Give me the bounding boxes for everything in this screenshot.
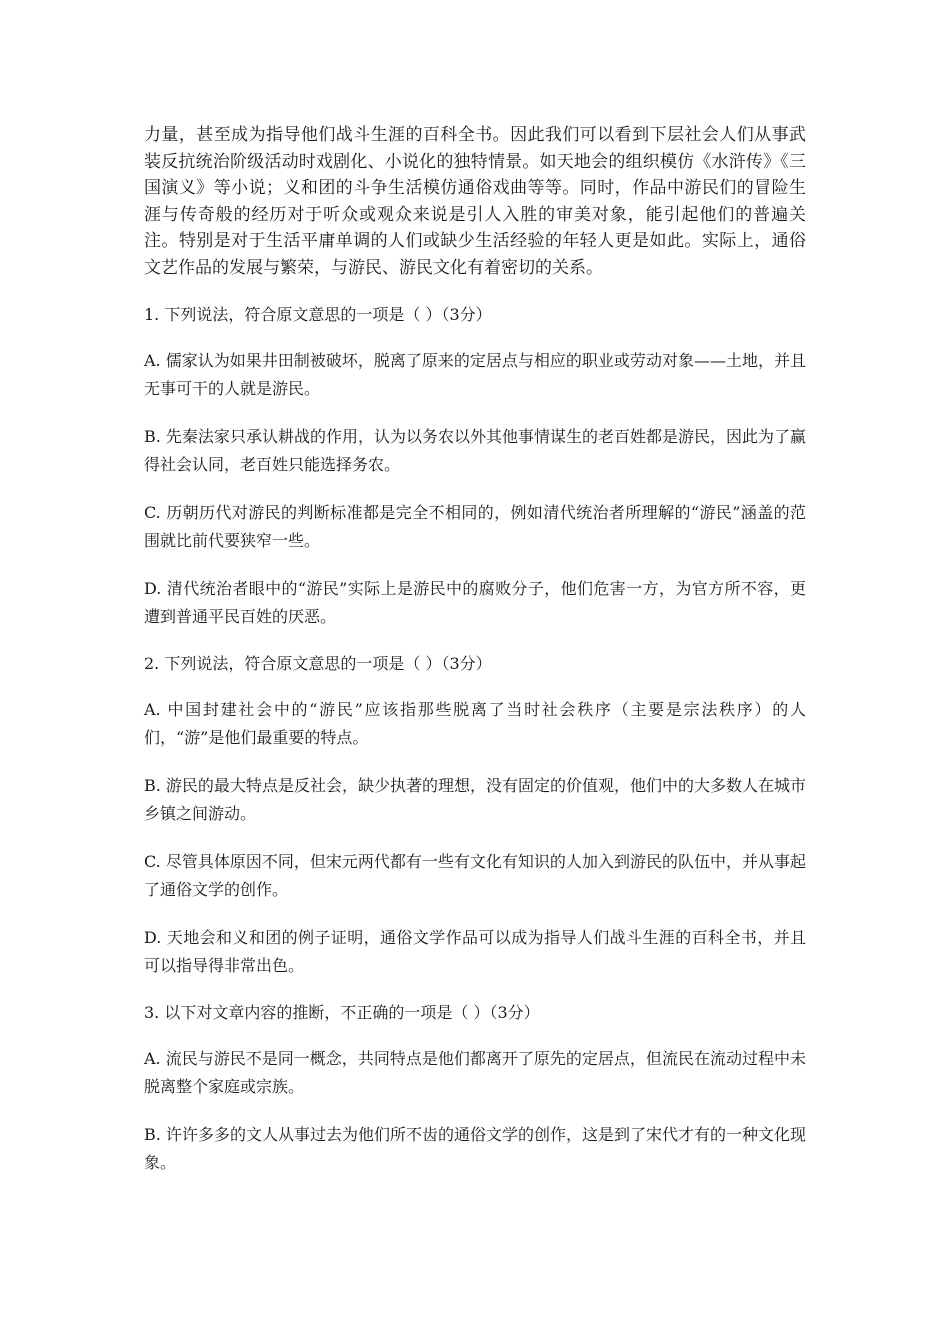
intro-paragraph: 力量，甚至成为指导他们战斗生涯的百科全书。因此我们可以看到下层社会人们从事武装反抗统治阶级活动时戏剧化、小说化的独特情景。如天地会的组织模仿《水浒传》《三国演义》等小说；义和团的斗争生活模仿通俗戏曲等等。同时，作品中游民们的冒险生涯与传奇般的经历对于听众或观众来说是引人入胜的审美对象，能引起他们的普遍关注。特别是对于生活平庸单调的人们或缺少生活经验的年轻人更是如此。实际上，通俗文艺作品的发展与繁荣，与游民、游民文化有着密切的关系。 — [144, 125, 806, 278]
document-page — [144, 122, 806, 1197]
question-stem: 3. 以下对文章内容的推断，不正确的一项是（ ）（3分） — [144, 1003, 540, 1022]
question-stem: 1. 下列说法，符合原文意思的一项是（ ）（3分） — [144, 305, 492, 324]
option-d: D. 天地会和义和团的例子证明，通俗文学作品可以成为指导人们战斗生涯的百科全书，并且可以指导得非常出色。 — [144, 928, 806, 975]
question-3 — [144, 1000, 806, 1177]
option-d: D. 清代统治者眼中的“游民”实际上是游民中的腐败分子，他们危害一方，为官方所不容，更遭到普通平民百姓的厌恶。 — [144, 579, 806, 626]
option-c: C. 历朝历代对游民的判断标准都是完全不相同的，例如清代统治者所理解的“游民”涵盖的范围就比前代要狭窄一些。 — [144, 503, 806, 550]
option-a: A. 中国封建社会中的“游民”应该指那些脱离了当时社会秩序（主要是宗法秩序）的人们，“游”是他们最重要的特点。 — [144, 700, 806, 747]
option-c: C. 尽管具体原因不同，但宋元两代都有一些有文化有知识的人加入到游民的队伍中，并从事起了通俗文学的创作。 — [144, 852, 806, 899]
question-1 — [144, 302, 806, 631]
question-stem: 2. 下列说法，符合原文意思的一项是（ ）（3分） — [144, 654, 492, 673]
option-b: B. 许许多多的文人从事过去为他们所不齿的通俗文学的创作，这是到了宋代才有的一种文化现象。 — [144, 1125, 806, 1172]
option-a: A. 流民与游民不是同一概念，共同特点是他们都离开了原先的定居点，但流民在流动过程中未脱离整个家庭或宗族。 — [144, 1049, 806, 1096]
option-a: A. 儒家认为如果井田制被破坏，脱离了原来的定居点与相应的职业或劳动对象——土地，并且无事可干的人就是游民。 — [144, 351, 806, 398]
option-b: B. 游民的最大特点是反社会，缺少执著的理想，没有固定的价值观，他们中的大多数人在城市乡镇之间游动。 — [144, 776, 806, 823]
question-2 — [144, 651, 806, 980]
option-b: B. 先秦法家只承认耕战的作用，认为以务农以外其他事情谋生的老百姓都是游民，因此为了赢得社会认同，老百姓只能选择务农。 — [144, 427, 806, 474]
